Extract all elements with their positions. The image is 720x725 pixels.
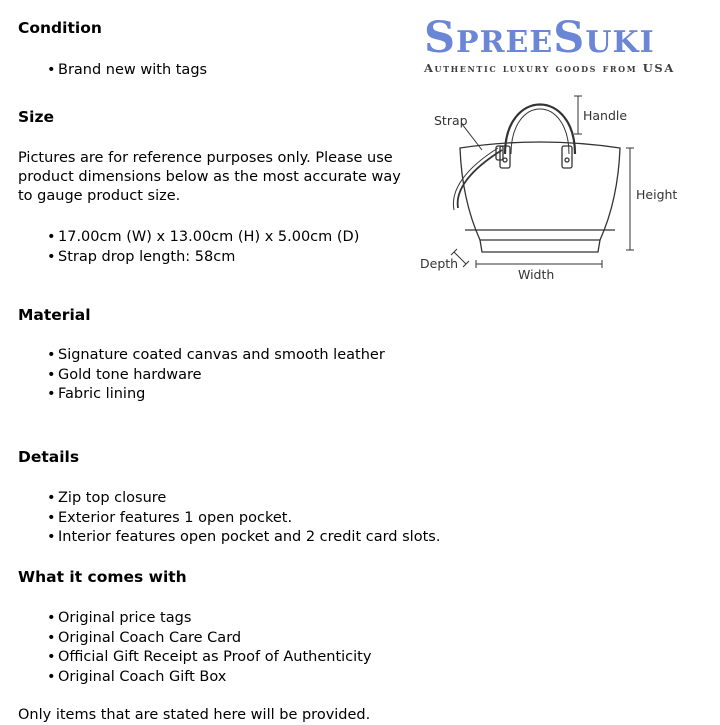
list-item: • Strap drop length: 58cm [18, 248, 359, 268]
logo-tagline: Authentic luxury goods from USA [424, 61, 675, 75]
list-item: • Original Coach Gift Box [18, 668, 371, 688]
bag-body-shape [460, 142, 620, 240]
material-heading: Material [18, 306, 91, 324]
condition-heading: Condition [18, 19, 102, 37]
list-item: • 17.00cm (W) x 13.00cm (H) x 5.00cm (D) [18, 228, 359, 248]
list-item: • Signature coated canvas and smooth leather [18, 346, 385, 366]
details-heading: Details [18, 448, 80, 466]
list-item: • Gold tone hardware [18, 366, 385, 386]
list-item: • Original Coach Care Card [18, 629, 371, 649]
spreesuki-logo [424, 14, 716, 75]
diagram-label-handle: Handle [583, 108, 628, 123]
size-heading: Size [18, 108, 55, 126]
list-item: • Fabric lining [18, 385, 385, 405]
bag-strap-shape [458, 150, 502, 208]
diagram-label-strap: Strap [434, 113, 468, 128]
list-item: • Exterior features 1 open pocket. [18, 509, 440, 529]
diagram-label-depth: Depth [420, 256, 459, 271]
diagram-label-width: Width [518, 267, 555, 282]
condition-list [18, 61, 207, 81]
list-item: • Original price tags [18, 609, 371, 629]
list-item: • Brand new with tags [18, 61, 207, 81]
size-note: Pictures are for reference purposes only. Please use product dimensions below as the most accurate way to gauge product size. [18, 150, 401, 204]
comes-with-list [18, 609, 371, 687]
details-list [18, 489, 440, 548]
comes-with-heading: What it comes with [18, 568, 187, 586]
size-list [18, 228, 359, 267]
logo-brand-text [424, 14, 716, 62]
list-item: • Official Gift Receipt as Proof of Authenticity [18, 648, 371, 668]
bag-dimensions-diagram [410, 90, 710, 290]
list-item: • Zip top closure [18, 489, 440, 509]
diagram-label-height: Height [636, 187, 678, 202]
footer-note: Only items that are stated here will be provided. [18, 707, 371, 723]
list-item: • Interior features open pocket and 2 credit card slots. [18, 528, 440, 548]
material-list [18, 346, 385, 405]
logo-brand-glyphs: SpreeSuki [424, 13, 655, 63]
